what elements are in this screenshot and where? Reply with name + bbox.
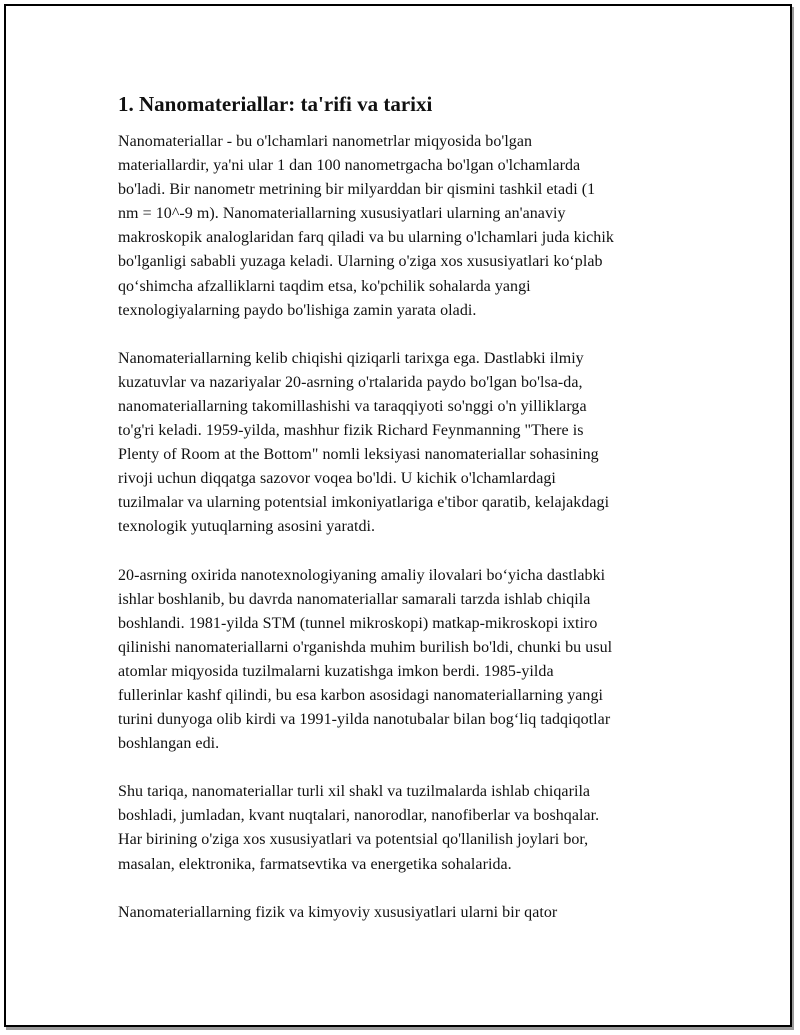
paragraph-forms — [118, 780, 688, 876]
text-line: qo‘shimcha afzalliklarni taqdim etsa, ko'pchilik sohalarda yangi — [118, 277, 531, 295]
text-line: boshlangan edi. — [118, 735, 220, 753]
text-line: Har birining o'ziga xos xususiyatlari va potentsial qo'llanilish joylari bor, — [118, 831, 589, 849]
text-line: texnologiyalarning paydo bo'lishiga zamin yarata oladi. — [118, 301, 477, 319]
document-body — [118, 90, 688, 949]
text-line: fullerinlar kashf qilindi, bu esa karbon asosidagi nanomateriallarning yangi — [118, 686, 603, 704]
text-line: Nanomateriallarning fizik va kimyoviy xususiyatlari ularni bir qator — [118, 903, 558, 921]
text-line: texnologik yutuqlarning asosini yaratdi. — [118, 518, 376, 536]
text-line: atomlar miqyosida tuzilmalarni kuzatishga imkon berdi. 1985-yilda — [118, 662, 554, 680]
text-line: nm = 10^-9 m). Nanomateriallarning xususiyatlari ularning an'anaviy — [118, 205, 566, 223]
text-line: kuzatuvlar va nazariyalar 20-asrning o'rtalarida paydo bo'lgan bo'lsa-da, — [118, 373, 583, 391]
text-line: Shu tariqa, nanomateriallar turli xil shakl va tuzilmalarda ishlab chiqarila — [118, 783, 591, 801]
text-line: bo'lganligi sababli yuzaga keladi. Ularning o'ziga xos xususiyatlari ko‘plab — [118, 253, 603, 271]
text-line: bo'ladi. Bir nanometr metrining bir milyarddan bir qismini tashkil etadi (1 — [118, 181, 596, 199]
paragraph-properties — [118, 901, 688, 925]
text-line: Plenty of Room at the Bottom" nomli leksiyasi nanomateriallar sohasining — [118, 446, 599, 464]
section-heading: 1. Nanomateriallar: ta'rifi va tarixi — [118, 92, 433, 116]
text-line: rivoji uchun diqqatga sazovor voqea bo'ldi. U kichik o'lchamlardagi — [118, 470, 556, 488]
text-line: 20-asrning oxirida nanotexnologiyaning amaliy ilovalari bo‘yicha dastlabki — [118, 566, 606, 584]
paragraph-history — [118, 347, 688, 540]
text-line: materiallardir, ya'ni ular 1 dan 100 nanometrgacha bo'lgan o'lchamlarda — [118, 157, 581, 175]
text-line: turini dunyoga olib kirdi va 1991-yilda nanotubalar bilan bog‘liq tadqiqotlar — [118, 711, 611, 729]
text-line: Nanomateriallarning kelib chiqishi qiziqarli tarixga ega. Dastlabki ilmiy — [118, 349, 584, 367]
text-line: boshladi, jumladan, kvant nuqtalari, nanorodlar, nanofiberlar va boshqalar. — [118, 807, 600, 825]
text-line: Nanomateriallar - bu o'lchamlari nanometrlar miqyosida bo'lgan — [118, 133, 533, 150]
paragraph-20th-century — [118, 564, 688, 757]
text-line: nanomateriallarning takomillashishi va taraqqiyoti so'nggi o'n yilliklarga — [118, 397, 587, 415]
paragraph-definition — [118, 130, 688, 323]
text-line: ishlar boshlanib, bu davrda nanomateriallar samarali tarzda ishlab chiqila — [118, 590, 591, 608]
text-line: masalan, elektronika, farmatsevtika va energetika sohalarida. — [118, 855, 512, 873]
text-line: boshlandi. 1981-yilda STM (tunnel mikroskopi) matkap-mikroskopi ixtiro — [118, 614, 598, 632]
text-line: tuzilmalar va ularning potentsial imkoniyatlariga e'tibor qaratib, kelajakdagi — [118, 494, 610, 512]
text-line: makroskopik analoglaridan farq qiladi va bu ularning o'lchamlari juda kichik — [118, 229, 614, 247]
text-line: to'g'ri keladi. 1959-yilda, mashhur fizik Richard Feynmanning "There is — [118, 422, 584, 440]
text-line: qilinishi nanomateriallarni o'rganishda muhim burilish bo'ldi, chunki bu usul — [118, 638, 613, 656]
